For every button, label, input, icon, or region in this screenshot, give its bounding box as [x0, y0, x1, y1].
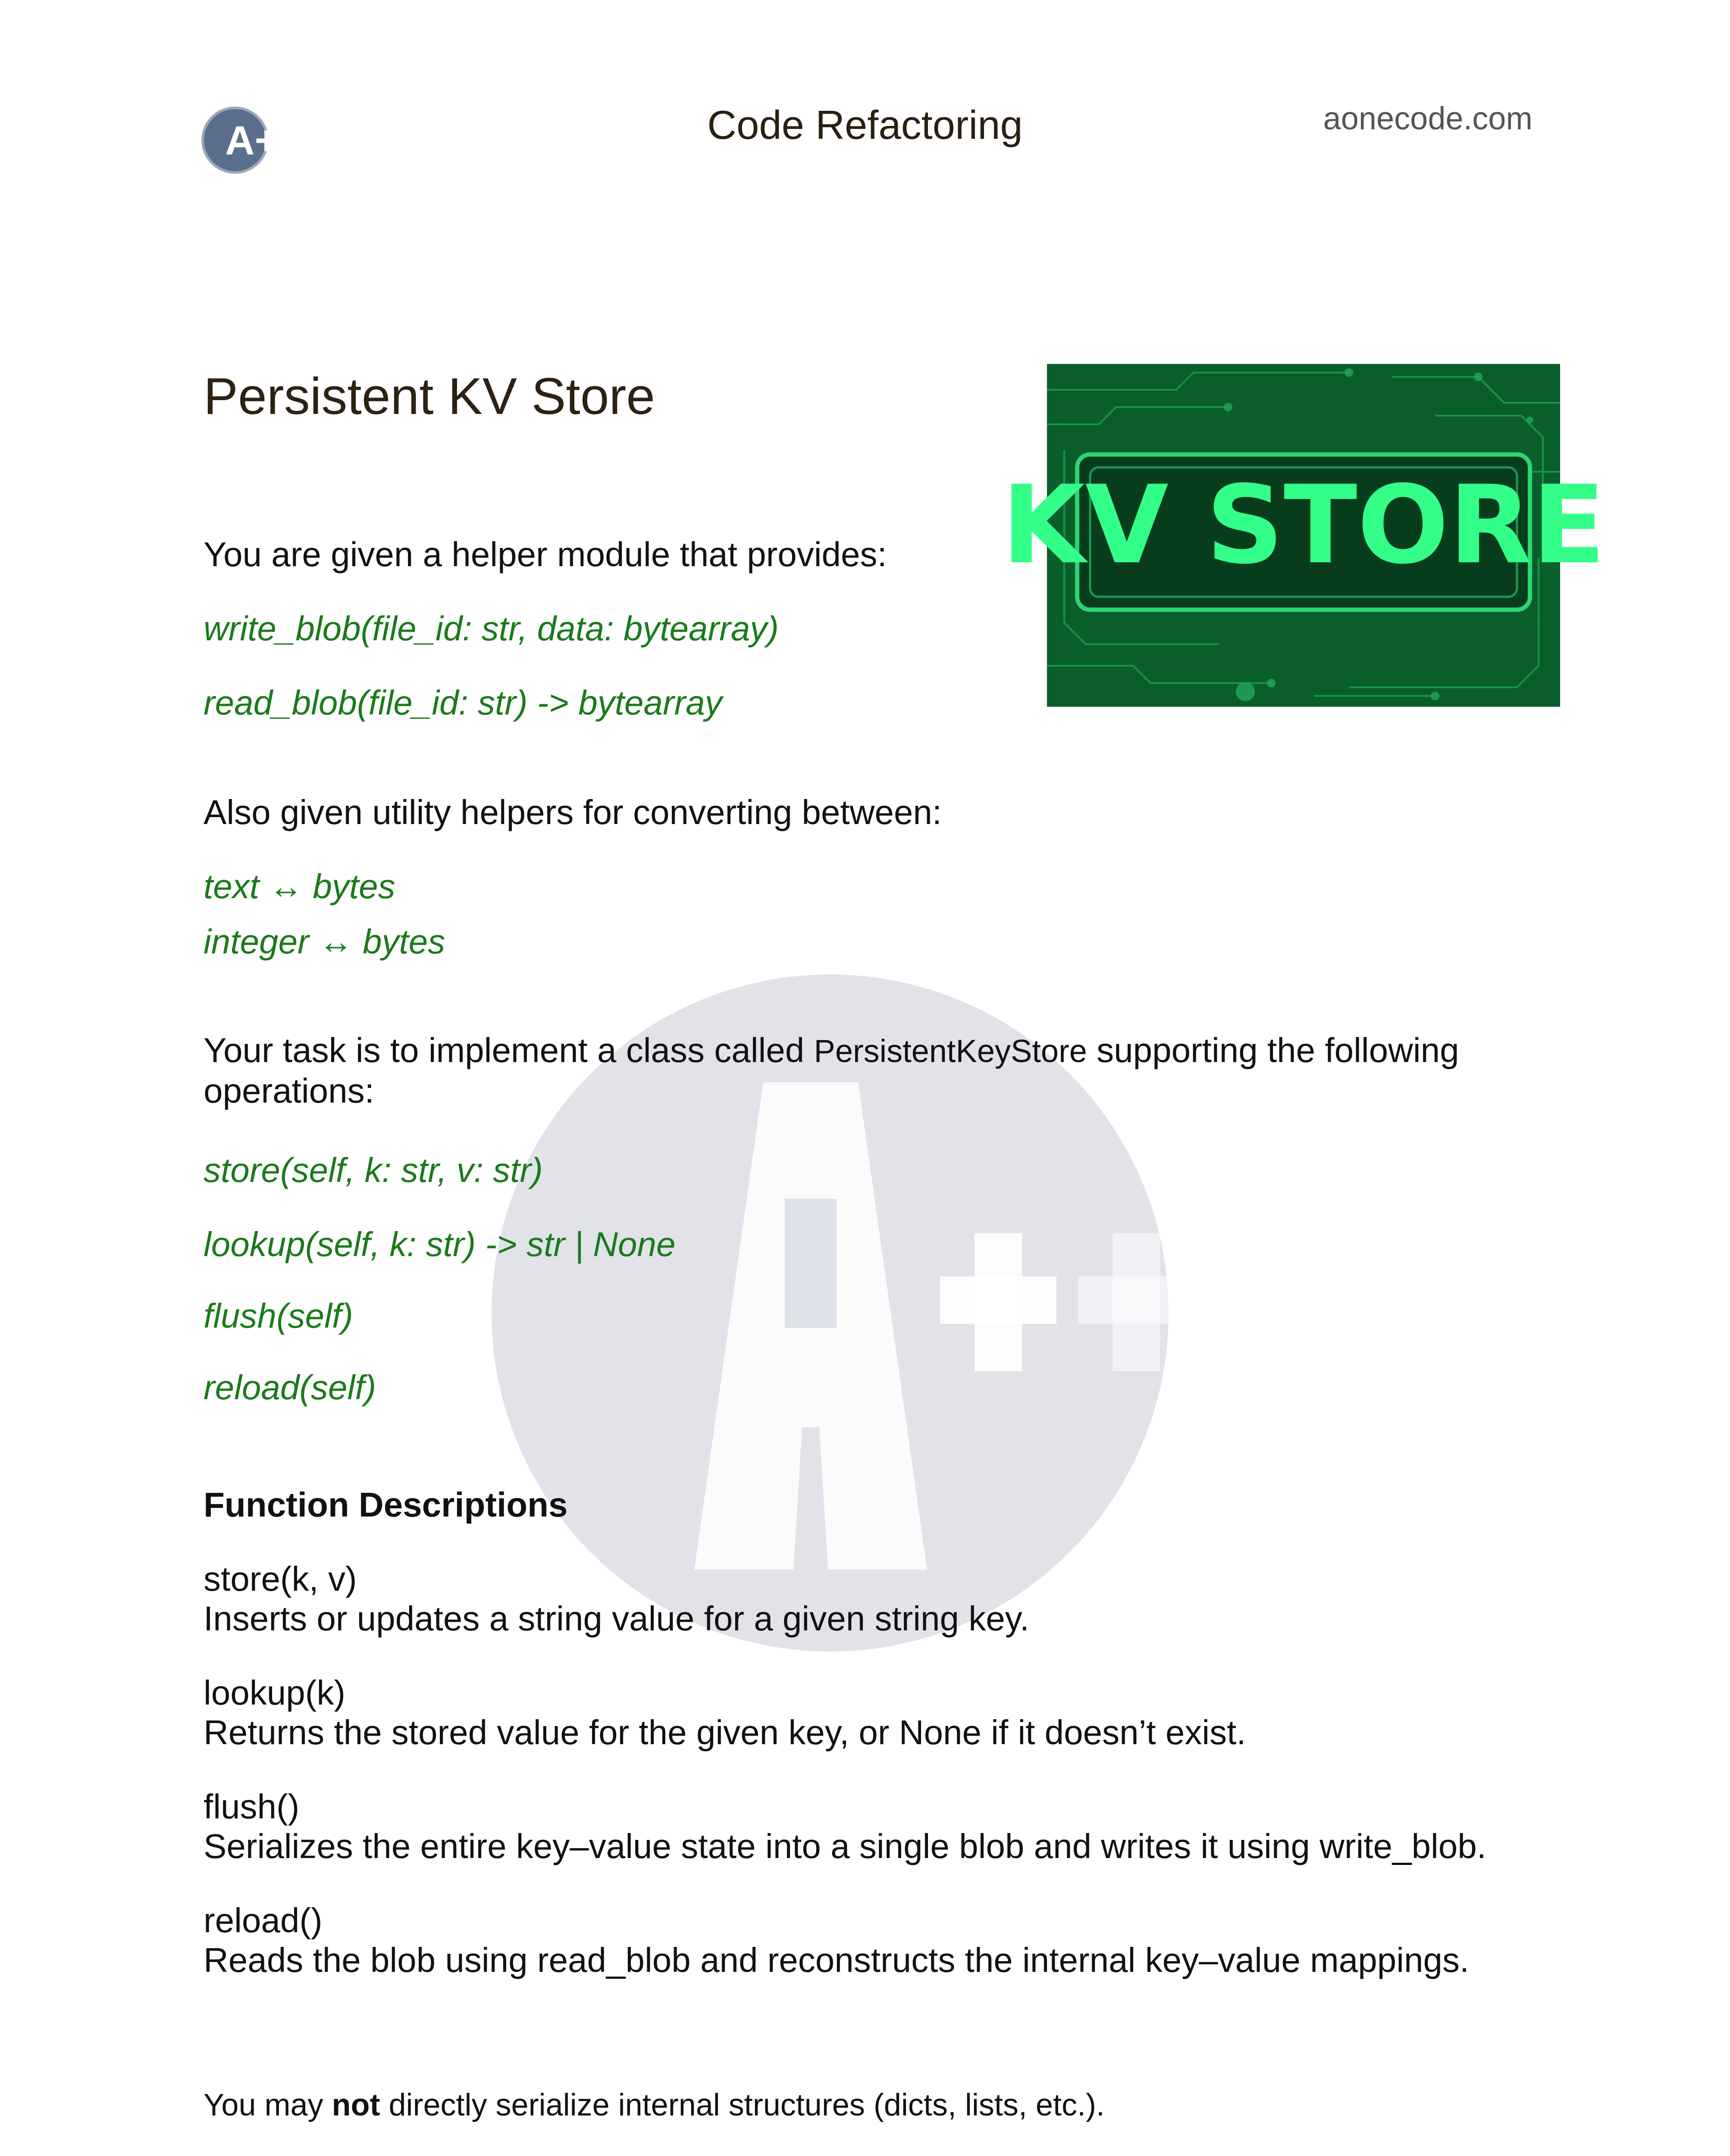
method-lookup: lookup(self, k: str) -> str | None [204, 1225, 676, 1263]
task-before: Your task is to implement a class called [204, 1031, 814, 1069]
constraint-text [204, 2085, 1540, 2125]
task-line2: operations: [204, 1072, 374, 1110]
helper-read-blob: read_blob(file_id: str) -> bytearray [204, 683, 722, 722]
method-reload: reload(self) [204, 1368, 376, 1407]
method-store: store(self, k: str, v: str) [204, 1151, 543, 1189]
constraint-after: directly serialize internal structures (dicts, lists, etc.). [380, 2088, 1105, 2122]
task-text [204, 1031, 1540, 1111]
utility-integer-bytes: integer ↔ bytes [204, 922, 445, 961]
function-store-desc: Inserts or updates a string value for a given string key. [204, 1599, 1030, 1638]
logo-text: A++ [225, 118, 303, 163]
function-lookup-desc: Returns the stored value for the given key, or None if it doesn’t exist. [204, 1713, 1246, 1752]
task-after: supporting the following [1087, 1031, 1459, 1069]
function-store-name: store(k, v) [204, 1560, 357, 1598]
task-class-name: PersistentKeyStore [814, 1033, 1087, 1069]
method-flush: flush(self) [204, 1297, 353, 1335]
utility-intro: Also given utility helpers for converting between: [204, 793, 942, 831]
function-reload-name: reload() [204, 1901, 323, 1940]
function-descriptions-heading: Function Descriptions [204, 1485, 568, 1524]
function-lookup [204, 1673, 1540, 1752]
header-title: Code Refactoring [707, 102, 1023, 147]
function-lookup-name: lookup(k) [204, 1673, 346, 1712]
constraint-emphasis: not [332, 2088, 380, 2122]
banner-text: KV STORE [1001, 462, 1606, 588]
helper-write-blob: write_blob(file_id: str, data: bytearray) [204, 609, 779, 648]
function-reload [204, 1901, 1540, 1980]
function-flush-desc: Serializes the entire key–value state into a single blob and writes it using write_blob. [204, 1827, 1486, 1865]
function-flush-name: flush() [204, 1787, 300, 1826]
function-flush [204, 1787, 1540, 1866]
utility-text-bytes: text ↔ bytes [204, 867, 395, 906]
page-title: Persistent KV Store [204, 367, 655, 425]
intro-text: You are given a helper module that provides: [204, 535, 887, 573]
function-reload-desc: Reads the blob using read_blob and reconstructs the internal key–value mappings. [204, 1941, 1470, 1979]
function-store [204, 1559, 1540, 1639]
header-site: aonecode.com [1323, 100, 1533, 136]
constraint-before: You may [204, 2088, 332, 2122]
